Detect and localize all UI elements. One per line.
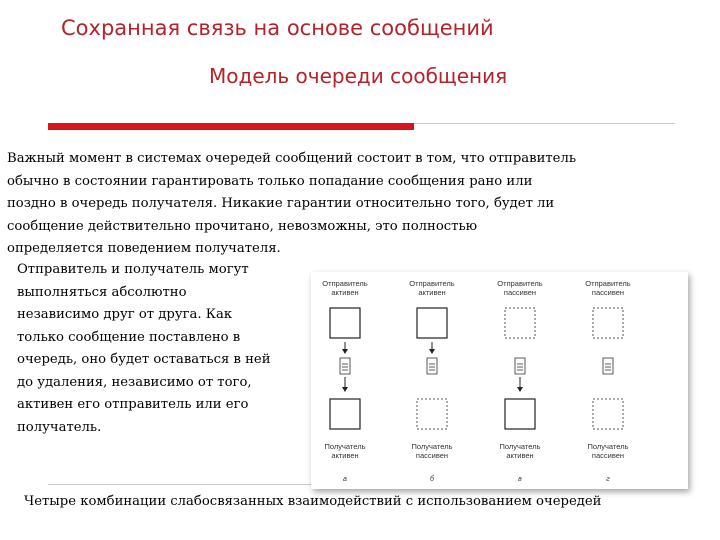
side-line: Отправитель и получатель могут [17, 262, 249, 277]
sender-label: Отправитель [585, 279, 631, 288]
column-a [322, 279, 367, 483]
receiver-label: Получатель [411, 442, 453, 451]
receiver-box [330, 399, 360, 429]
queue-icon [340, 358, 350, 374]
queue-diagram [311, 272, 688, 489]
column-b [409, 279, 454, 483]
paragraph-line: поздно в очередь получателя. Никакие гарантии относительно того, будет ли [7, 196, 555, 211]
receiver-state: пассивен [591, 451, 625, 460]
slide-title: Сохранная связь на основе сообщений [61, 16, 494, 40]
receiver-box [505, 399, 535, 429]
queue-icon [515, 358, 525, 374]
arrow-head [342, 387, 348, 392]
side-paragraph [17, 259, 317, 439]
sender-box-passive [593, 308, 623, 338]
side-line: до удаления, независимо от того, [17, 374, 252, 390]
sender-box-passive [505, 308, 535, 338]
queue-icon [427, 358, 437, 374]
receiver-state: активен [331, 451, 359, 460]
sender-label: Отправитель [322, 279, 368, 288]
column-letter: а [343, 476, 347, 483]
figure-caption: Четыре комбинации слабосвязанных взаимодействий с использованием очередей [24, 494, 602, 509]
column-letter: б [430, 476, 434, 483]
receiver-state: активен [506, 451, 534, 460]
sender-state: пассивен [503, 288, 537, 297]
side-line: только сообщение поставлено в [17, 329, 241, 345]
side-line: активен его отправитель или его [17, 397, 249, 412]
side-line: получатель. [17, 419, 102, 435]
side-line: выполняться абсолютно [17, 284, 187, 300]
paragraph-line: сообщение действительно прочитано, невозможны, это полностью [7, 218, 478, 234]
column-letter: в [518, 476, 522, 483]
receiver-label: Получатель [324, 442, 366, 451]
paragraph-line: обычно в состоянии гарантировать только попадание сообщения рано или [7, 173, 533, 189]
arrow-head [342, 349, 348, 354]
paragraph-line: определяется поведением получателя. [7, 241, 281, 256]
receiver-box-passive [417, 399, 447, 429]
sender-label: Отправитель [497, 279, 543, 288]
column-d [585, 279, 630, 483]
sender-label: Отправитель [409, 279, 455, 288]
receiver-state: пассивен [415, 451, 449, 460]
sender-box [417, 308, 447, 338]
paragraph-line: Важный момент в системах очередей сообщений состоит в том, что отправитель [7, 151, 577, 166]
arrow-head [429, 349, 435, 354]
column-c [497, 279, 542, 483]
column-letter: г [606, 476, 610, 483]
queue-icon [603, 358, 613, 374]
arrow-head [517, 387, 523, 392]
intro-paragraph [7, 148, 713, 261]
sender-state: активен [331, 288, 359, 297]
sender-state: пассивен [591, 288, 625, 297]
receiver-label: Получатель [499, 442, 541, 451]
slide-subtitle: Модель очереди сообщения [209, 64, 508, 88]
receiver-label: Получатель [587, 442, 629, 451]
side-line: независимо друг от друга. Как [17, 307, 233, 322]
queue-combinations-figure [311, 272, 688, 489]
sender-state: активен [418, 288, 446, 297]
side-line: очередь, оно будет оставаться в ней [17, 352, 271, 367]
receiver-box-passive [593, 399, 623, 429]
accent-bar [48, 123, 414, 130]
sender-box [330, 308, 360, 338]
